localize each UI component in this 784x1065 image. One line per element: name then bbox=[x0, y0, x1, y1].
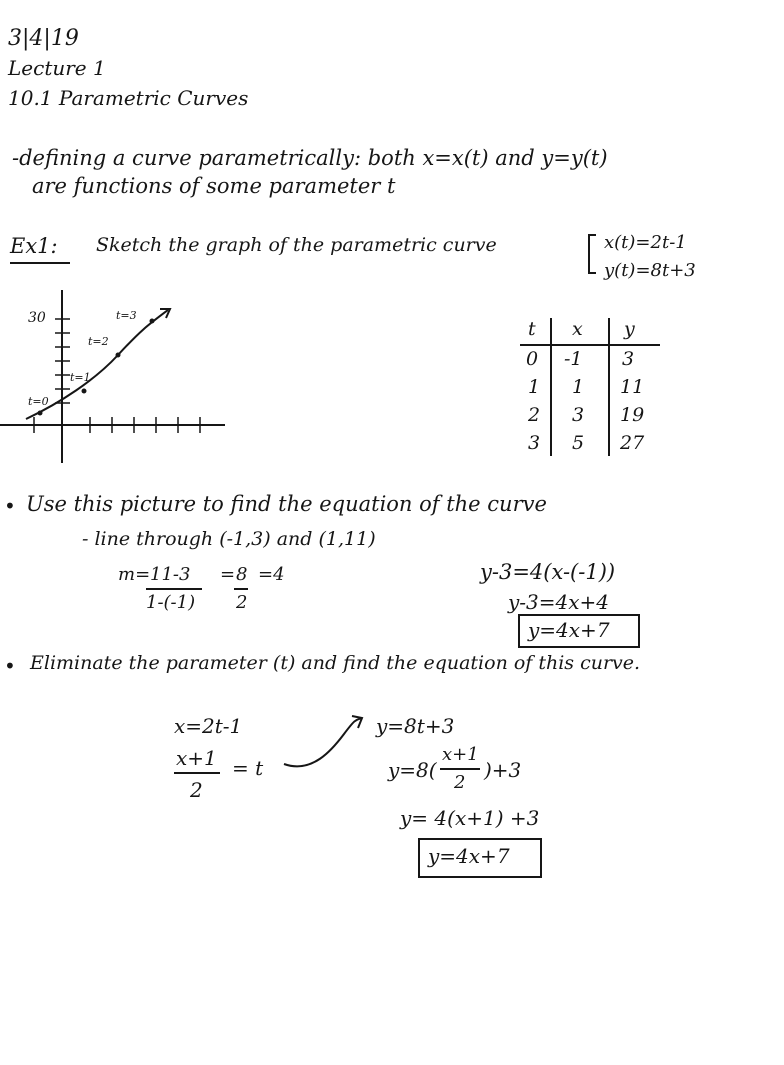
substituted-numerator: x+1 bbox=[442, 744, 479, 765]
table-cell: 3 bbox=[572, 404, 585, 426]
solve-t-result: = t bbox=[232, 756, 264, 780]
part2-prompt: Eliminate the parameter (t) and find the equation of this curve. bbox=[30, 652, 641, 674]
point-label-t0: t=0 bbox=[28, 395, 49, 408]
example-label: Ex1: bbox=[10, 234, 58, 258]
table-cell: 19 bbox=[620, 404, 645, 426]
solve-t-numerator: x+1 bbox=[176, 746, 217, 770]
slope-fraction-bar-2 bbox=[234, 588, 248, 590]
point-slope-step-1: y-3=4(x-(-1)) bbox=[480, 560, 616, 584]
slope-equals: = bbox=[220, 564, 236, 585]
table-header-y: y bbox=[624, 318, 635, 340]
substitution-arrow-icon bbox=[282, 712, 372, 772]
curve-point-t3 bbox=[150, 319, 155, 324]
slope-prefix: m= bbox=[118, 564, 151, 585]
substituted-fraction-bar bbox=[440, 768, 480, 770]
point-label-t3: t=3 bbox=[116, 309, 137, 322]
point-label-t2: t=2 bbox=[88, 335, 109, 348]
curve-point-t0 bbox=[38, 411, 43, 416]
table-divider-1 bbox=[550, 318, 552, 456]
table-cell: 3 bbox=[528, 432, 541, 454]
y-equation: y=8t+3 bbox=[376, 714, 455, 738]
table-header-t: t bbox=[528, 318, 536, 340]
table-cell: 3 bbox=[622, 348, 635, 370]
system-bracket-bottom bbox=[588, 272, 596, 274]
slope-denominator-2: 2 bbox=[236, 592, 248, 613]
slope-fraction-bar bbox=[146, 588, 202, 590]
slope-result: =4 bbox=[258, 564, 285, 585]
substituted-suffix: )+3 bbox=[484, 758, 522, 782]
solve-t-denominator: 2 bbox=[190, 778, 203, 802]
table-cell: 5 bbox=[572, 432, 585, 454]
simplified-equation: y= 4(x+1) +3 bbox=[400, 806, 540, 830]
table-cell: 27 bbox=[620, 432, 645, 454]
system-bracket-top bbox=[588, 234, 596, 236]
part1-subpoint: - line through (-1,3) and (1,11) bbox=[82, 528, 376, 550]
parametric-x-equation: x(t)=2t-1 bbox=[604, 232, 687, 253]
table-cell: 2 bbox=[528, 404, 541, 426]
bullet-dot-2: • bbox=[4, 654, 16, 678]
table-cell: 11 bbox=[620, 376, 645, 398]
substituted-prefix: y=8( bbox=[388, 758, 437, 782]
slope-numerator-2: 8 bbox=[236, 564, 248, 585]
point-slope-step-2: y-3=4x+4 bbox=[508, 590, 610, 614]
part2-answer: y=4x+7 bbox=[428, 844, 510, 868]
section-title: 10.1 Parametric Curves bbox=[8, 86, 249, 110]
table-header-rule bbox=[520, 344, 660, 346]
point-label-t1: t=1 bbox=[70, 371, 91, 384]
substituted-denominator: 2 bbox=[454, 772, 466, 793]
slope-denominator: 1-(-1) bbox=[146, 592, 196, 613]
x-equation: x=2t-1 bbox=[174, 714, 243, 738]
curve-point-t1 bbox=[82, 389, 87, 394]
table-cell: -1 bbox=[564, 348, 583, 370]
definition-line-2: are functions of some parameter t bbox=[32, 174, 396, 198]
lecture-number: Lecture 1 bbox=[8, 56, 106, 80]
example-label-underline bbox=[10, 262, 70, 264]
table-header-x: x bbox=[572, 318, 583, 340]
table-cell: 1 bbox=[528, 376, 541, 398]
definition-line-1: -defining a curve parametrically: both x=x(t) and y=y(t) bbox=[12, 146, 608, 170]
table-cell: 0 bbox=[526, 348, 539, 370]
slope-numerator: 11-3 bbox=[150, 564, 191, 585]
solve-t-fraction-bar bbox=[174, 772, 220, 774]
table-cell: 1 bbox=[572, 376, 585, 398]
date: 3|4|19 bbox=[8, 26, 79, 51]
example-prompt: Sketch the graph of the parametric curve bbox=[96, 234, 497, 256]
system-bracket bbox=[588, 234, 590, 274]
parametric-y-equation: y(t)=8t+3 bbox=[604, 260, 696, 281]
value-table bbox=[520, 316, 660, 456]
table-divider-2 bbox=[608, 318, 610, 456]
curve-point-t2 bbox=[116, 353, 121, 358]
part1-answer: y=4x+7 bbox=[528, 618, 610, 642]
y-tick-label-30: 30 bbox=[28, 310, 46, 326]
part1-prompt: Use this picture to find the equation of the curve bbox=[26, 492, 547, 516]
bullet-dot-1: • bbox=[4, 494, 16, 518]
